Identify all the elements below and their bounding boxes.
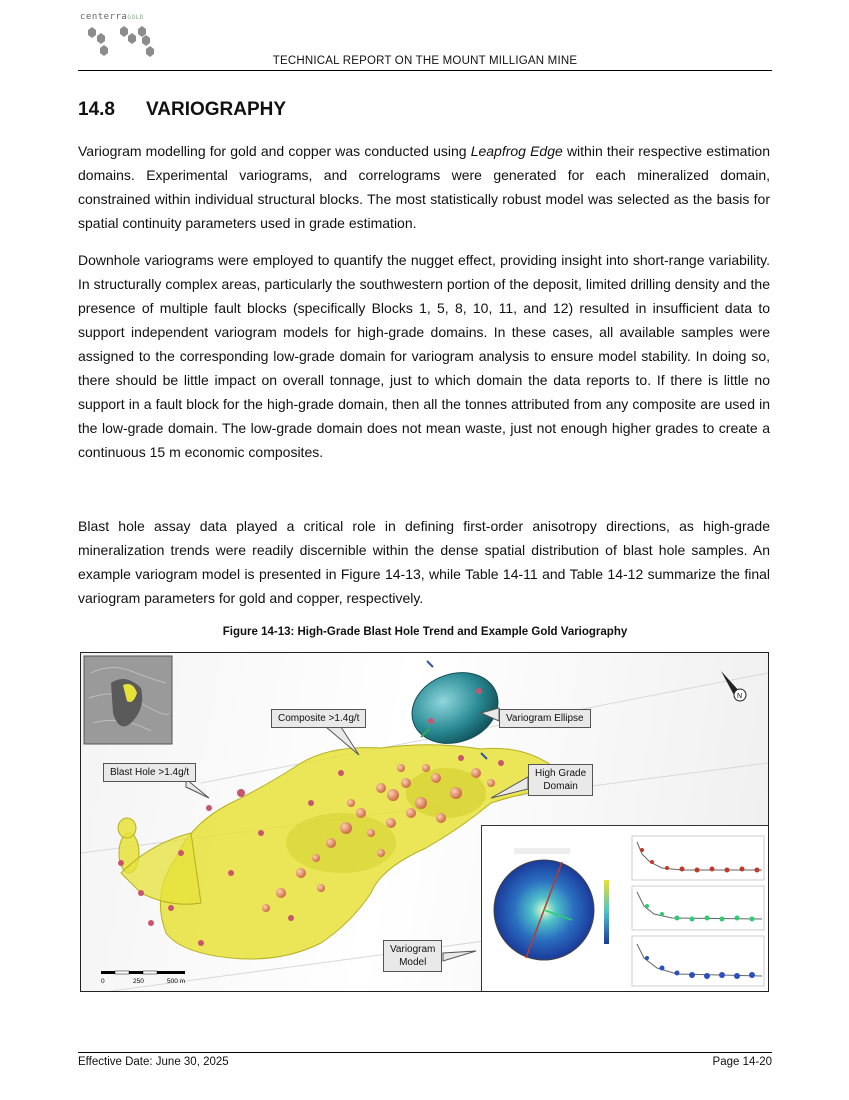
header-divider <box>78 70 772 71</box>
figure-14-13 <box>80 652 769 992</box>
effective-date: Effective Date: June 30, 2025 <box>78 1056 229 1068</box>
variogram-inset-graphic <box>482 826 768 992</box>
paragraph-3: Blast hole assay data played a critical role in defining first-order anisotropy directions, as high-grade mineralization trends were readily discernible within the dense spatial distribution of blast hole samples. An example variogram model is presented in Figure 14-13, while Table 14-11 and Table 14-12 summarize the final variogram parameters for gold and copper, respectively. <box>78 518 770 606</box>
software-name: Leapfrog Edge <box>470 143 563 159</box>
variogram-plot-2 <box>632 886 764 930</box>
scale-label-500: 500 m <box>167 978 186 985</box>
callout-variogram-model: Variogram Model <box>383 940 442 972</box>
callout-blast-hole: Blast Hole >1.4g/t <box>103 763 196 782</box>
variogram-plot-3 <box>632 936 764 986</box>
variogram-model-inset <box>481 825 769 992</box>
locator-map <box>84 656 172 744</box>
scale-label-0: 0 <box>101 978 105 985</box>
section-heading <box>78 99 286 121</box>
variogram-plot-1 <box>632 836 764 880</box>
scale-label-250: 250 <box>133 978 144 985</box>
section-title: VARIOGRAPHY <box>146 99 287 120</box>
logo-wordmark: centerraGOLD <box>80 12 144 22</box>
scale-bar <box>101 971 185 985</box>
paragraph-2: Downhole variograms were employed to quantify the nugget effect, providing insight into short-range variability. In structurally complex areas, particularly the southwestern portion of the deposit, limited drilling density and the presence of multiple fault blocks (specifically Blocks 1, 5, 8, 10, 11, and 12) resulted in insufficient data to support independent variogram models for high-grade domains. In these cases, all available samples were assigned to the corresponding low-grade domain for variogram analysis to ensure model stability. In doing so, there should be little impact on overall tonnage, just to which domain the data reports to. If there is little no support in a fault block for the high-grade domain, then all the tonnes attributed from any composite are used in the low-grade domain. The low-grade domain does not mean waste, just not enough higher grades to create a continuous 15 m economic composites. <box>78 252 770 460</box>
variogram-map <box>494 848 609 960</box>
north-arrow-icon <box>721 671 746 701</box>
paragraph-1: Variogram modelling for gold and copper was conducted using Leapfrog Edge within their respective estimation domains. Experimental variograms, and correlograms were generated for each mineralized domain, constrained within individual structural blocks. The most statistically robust model was selected as the basis for spatial continuity parameters used in grade estimation. <box>78 143 771 231</box>
footer-divider <box>78 1052 772 1053</box>
callout-high-grade-domain: High Grade Domain <box>528 764 593 796</box>
figure-caption: Figure 14-13: High-Grade Blast Hole Trend and Example Gold Variography <box>222 626 628 638</box>
page-number: Page 14-20 <box>712 1056 772 1068</box>
report-title: TECHNICAL REPORT ON THE MOUNT MILLIGAN MINE <box>272 55 578 67</box>
callout-variogram-ellipse: Variogram Ellipse <box>499 709 591 728</box>
callout-composite: Composite >1.4g/t <box>271 709 366 728</box>
svg-text:N: N <box>737 693 743 700</box>
section-number: 14.8 <box>78 99 115 120</box>
